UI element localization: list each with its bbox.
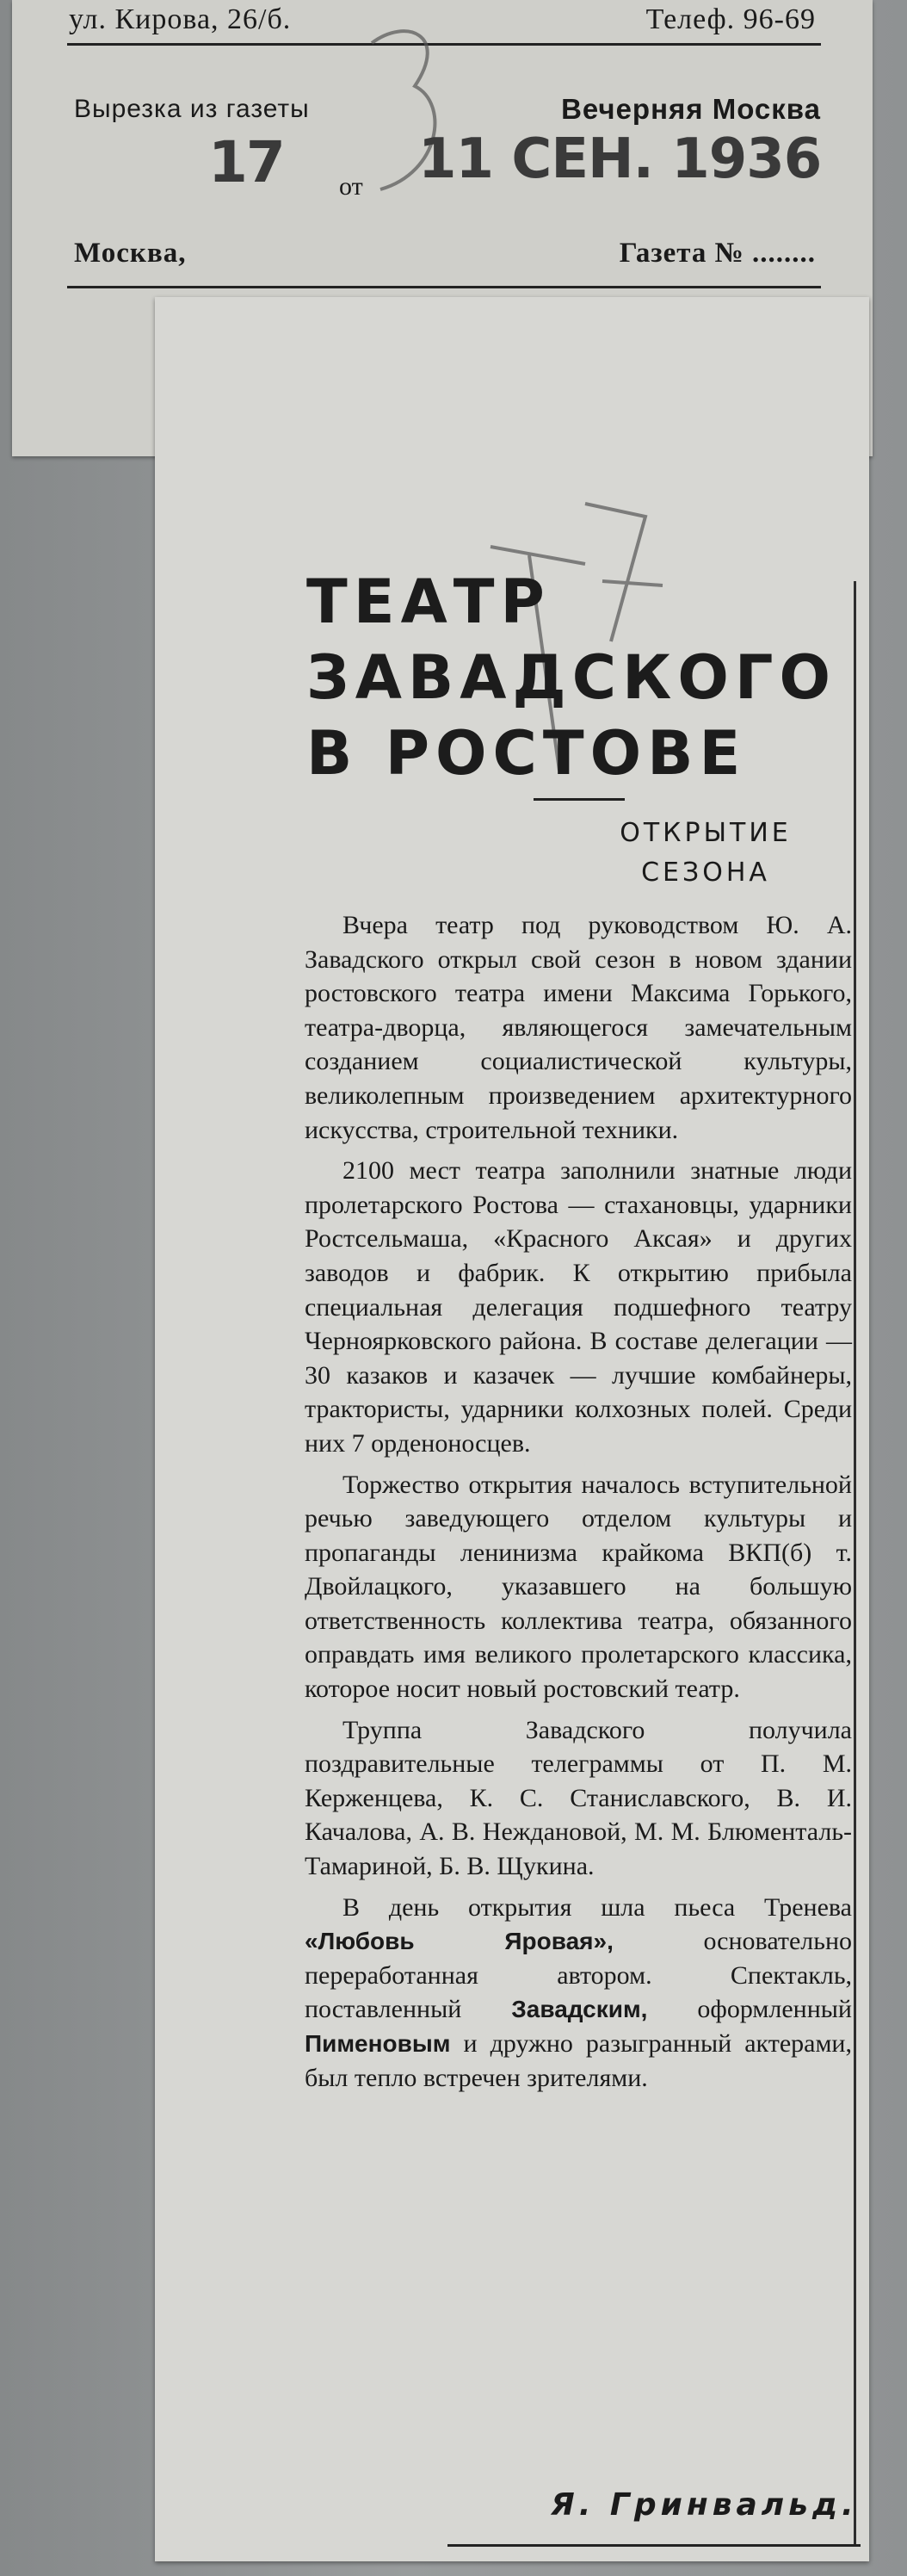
from-label: от (339, 172, 363, 201)
play-title: «Любовь Яровая», (305, 1928, 614, 1955)
city-label: Москва, (74, 238, 187, 269)
paragraph-4: Труппа Завадского получила поздравительные телеграммы от П. М. Керженцева, К. С. Станиславского, В. И. Качалова, А. В. Неждановой, М. М. Блюменталь-Тамариной, Б. В. Щукина. (305, 1715, 852, 1881)
newspaper-name-stamp: Вечерняя Москва (561, 93, 821, 125)
article-subtitle (620, 814, 792, 893)
clip-label: Вырезка из газеты (74, 95, 310, 123)
subtitle-line-2: СЕЗОНА (641, 858, 770, 888)
title-line-3: В РОСТОВЕ (306, 718, 747, 789)
paragraph-1: Вчера театр под руководством Ю. А. Завадского открыл свой сезон в новом здании ростовского театра имени Максима Горького, театра-дворца, являющегося замечательным созданием социалистической культуры, великолепным произведением архитектурного искусства, строительной техники. (305, 911, 852, 1144)
paragraph-5: В день открытия шла пьеса Тренева «Любовь Яровая», основательно переработанная автором. Спектакль, поставленный Завадским, оформленный Пименовым и дружно разыгранный актерами, был тепло встречен зрителями. (305, 1892, 852, 2092)
bureau-phone: Телеф. 96-69 (645, 3, 816, 35)
gazeta-number-label: Газета № ........ (619, 238, 816, 269)
bottom-rule (447, 2544, 861, 2547)
title-line-2: ЗАВАДСКОГО (306, 642, 836, 713)
bureau-address: ул. Кирова, 26/б. (69, 3, 292, 35)
author-signature: Я. Гринвальд. (551, 2487, 858, 2523)
subtitle-line-1: ОТКРЫТИЕ (620, 818, 792, 848)
header-bottom-rule (67, 286, 821, 288)
stamp-issue-number: 17 (208, 129, 284, 195)
title-divider (534, 798, 625, 801)
paragraph-3: Торжество открытия началось вступительной речью заведующего отделом культуры и пропаганды ленинизма крайкома ВКП(б) т. Двойлацкого, указавшего на большую ответственность коллектива театра, обязанного оправдать имя великого пролетарского классика, которое носит новый ростовский театр. (305, 1470, 852, 1704)
stamp-date: 11 СЕН. 1936 (418, 127, 822, 191)
article-title (306, 564, 836, 791)
designer-name: Пименовым (305, 2030, 451, 2057)
column-rule (854, 581, 856, 2544)
paragraph-2: 2100 мест театра заполнили знатные люди пролетарского Ростова — стахановцы, ударники Ростсельмаша, «Красного Аксая» и других заводов и фабрик. К открытию прибыла специальная делегация подшефного театру Черноярковского района. В составе делегации — 30 казаков и казачек — лучшие комбайнеры, трактористы, ударники колхозных полей. Среди них 7 орденоносцев. (305, 1156, 852, 1458)
newspaper-clipping (155, 297, 869, 2561)
title-line-1: ТЕАТР (306, 567, 551, 637)
director-name: Завадским, (511, 1996, 648, 2023)
article-body (305, 908, 852, 2102)
